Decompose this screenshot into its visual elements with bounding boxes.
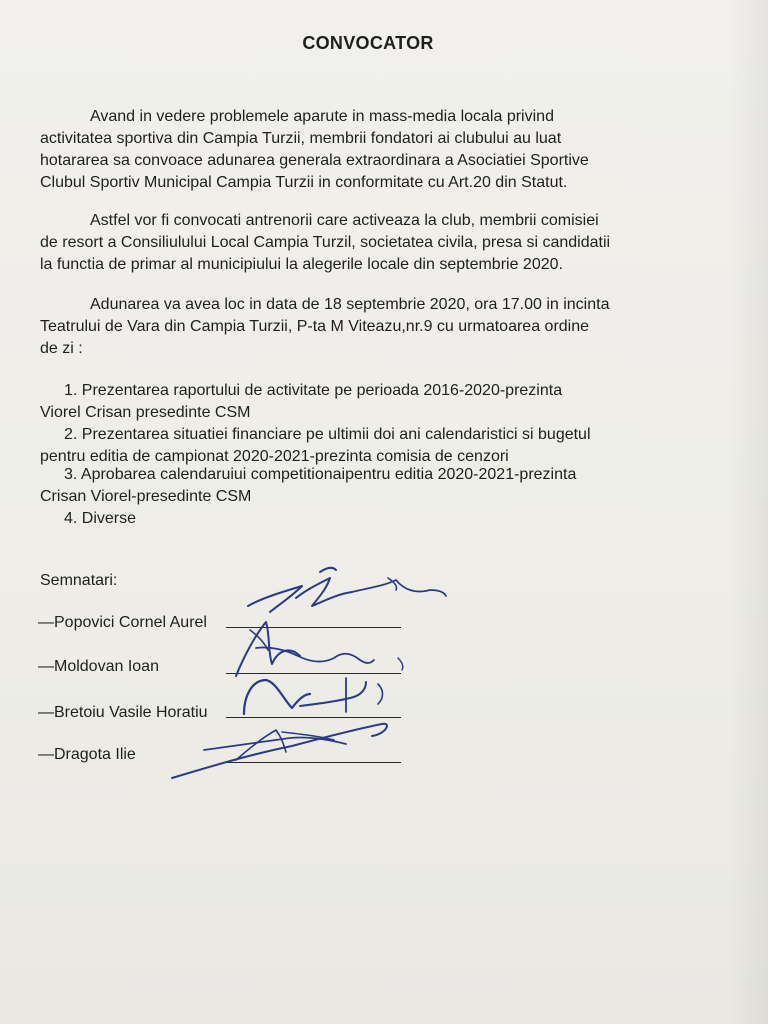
signature-popovici bbox=[248, 568, 446, 612]
signatory-name: —Popovici Cornel Aurel bbox=[38, 614, 207, 631]
agenda-item: 2. Prezentarea situatiei financiare pe ultimii doi ani calendaristici si bugetul bbox=[64, 426, 591, 443]
signatory-name: —Bretoiu Vasile Horatiu bbox=[38, 704, 208, 721]
signature-moldovan bbox=[236, 622, 403, 676]
agenda-item-continuation: pentru editia de campionat 2020-2021-prezinta comisia de cenzori bbox=[40, 448, 509, 465]
signatories-label: Semnatari: bbox=[40, 572, 118, 589]
agenda-item: 1. Prezentarea raportului de activitate pe perioada 2016-2020-prezinta bbox=[64, 382, 563, 399]
signature-bretoiu bbox=[244, 678, 383, 714]
signatory-name: —Moldovan Ioan bbox=[38, 658, 159, 675]
paragraph-1-line: activitatea sportiva din Campia Turzii, membrii fondatori ai clubului au luat bbox=[40, 130, 562, 147]
agenda-item: 4. Diverse bbox=[64, 510, 137, 527]
paragraph-2-line: Astfel vor fi convocati antrenorii care activeaza la club, membrii comisiei bbox=[90, 212, 599, 229]
signature-dragota bbox=[172, 724, 387, 778]
agenda-item-continuation: Crisan Viorel-presedinte CSM bbox=[40, 488, 252, 505]
paragraph-3-line: Adunarea va avea loc in data de 18 septembrie 2020, ora 17.00 in incinta bbox=[90, 296, 610, 313]
paragraph-2-line: de resort a Consiliulului Local Campia Turzil, societatea civila, presa si candidatii bbox=[40, 234, 611, 251]
agenda-item-continuation: Viorel Crisan presedinte CSM bbox=[40, 404, 251, 421]
document-title: CONVOCATOR bbox=[302, 33, 434, 53]
paragraph-3-line: Teatrului de Vara din Campia Turzii, P-ta M Viteazu,nr.9 cu urmatoarea ordine bbox=[40, 318, 590, 335]
signatory-name: —Dragota Ilie bbox=[38, 746, 136, 763]
agenda-item: 3. Aprobarea calendaruiui competitionaipentru editia 2020-2021-prezinta bbox=[64, 466, 577, 483]
paragraph-1-line: hotararea sa convoace adunarea generala extraordinara a Asociatiei Sportive bbox=[40, 152, 589, 169]
paragraph-3-line: de zi : bbox=[40, 340, 83, 357]
paragraph-1-line: Clubul Sportiv Municipal Campia Turzii in conformitate cu Art.20 din Statut. bbox=[40, 174, 568, 191]
paragraph-2-line: la functia de primar al municipiului la alegerile locale din septembrie 2020. bbox=[40, 256, 563, 273]
paragraph-1-line: Avand in vedere problemele aparute in mass-media locala privind bbox=[90, 108, 554, 125]
